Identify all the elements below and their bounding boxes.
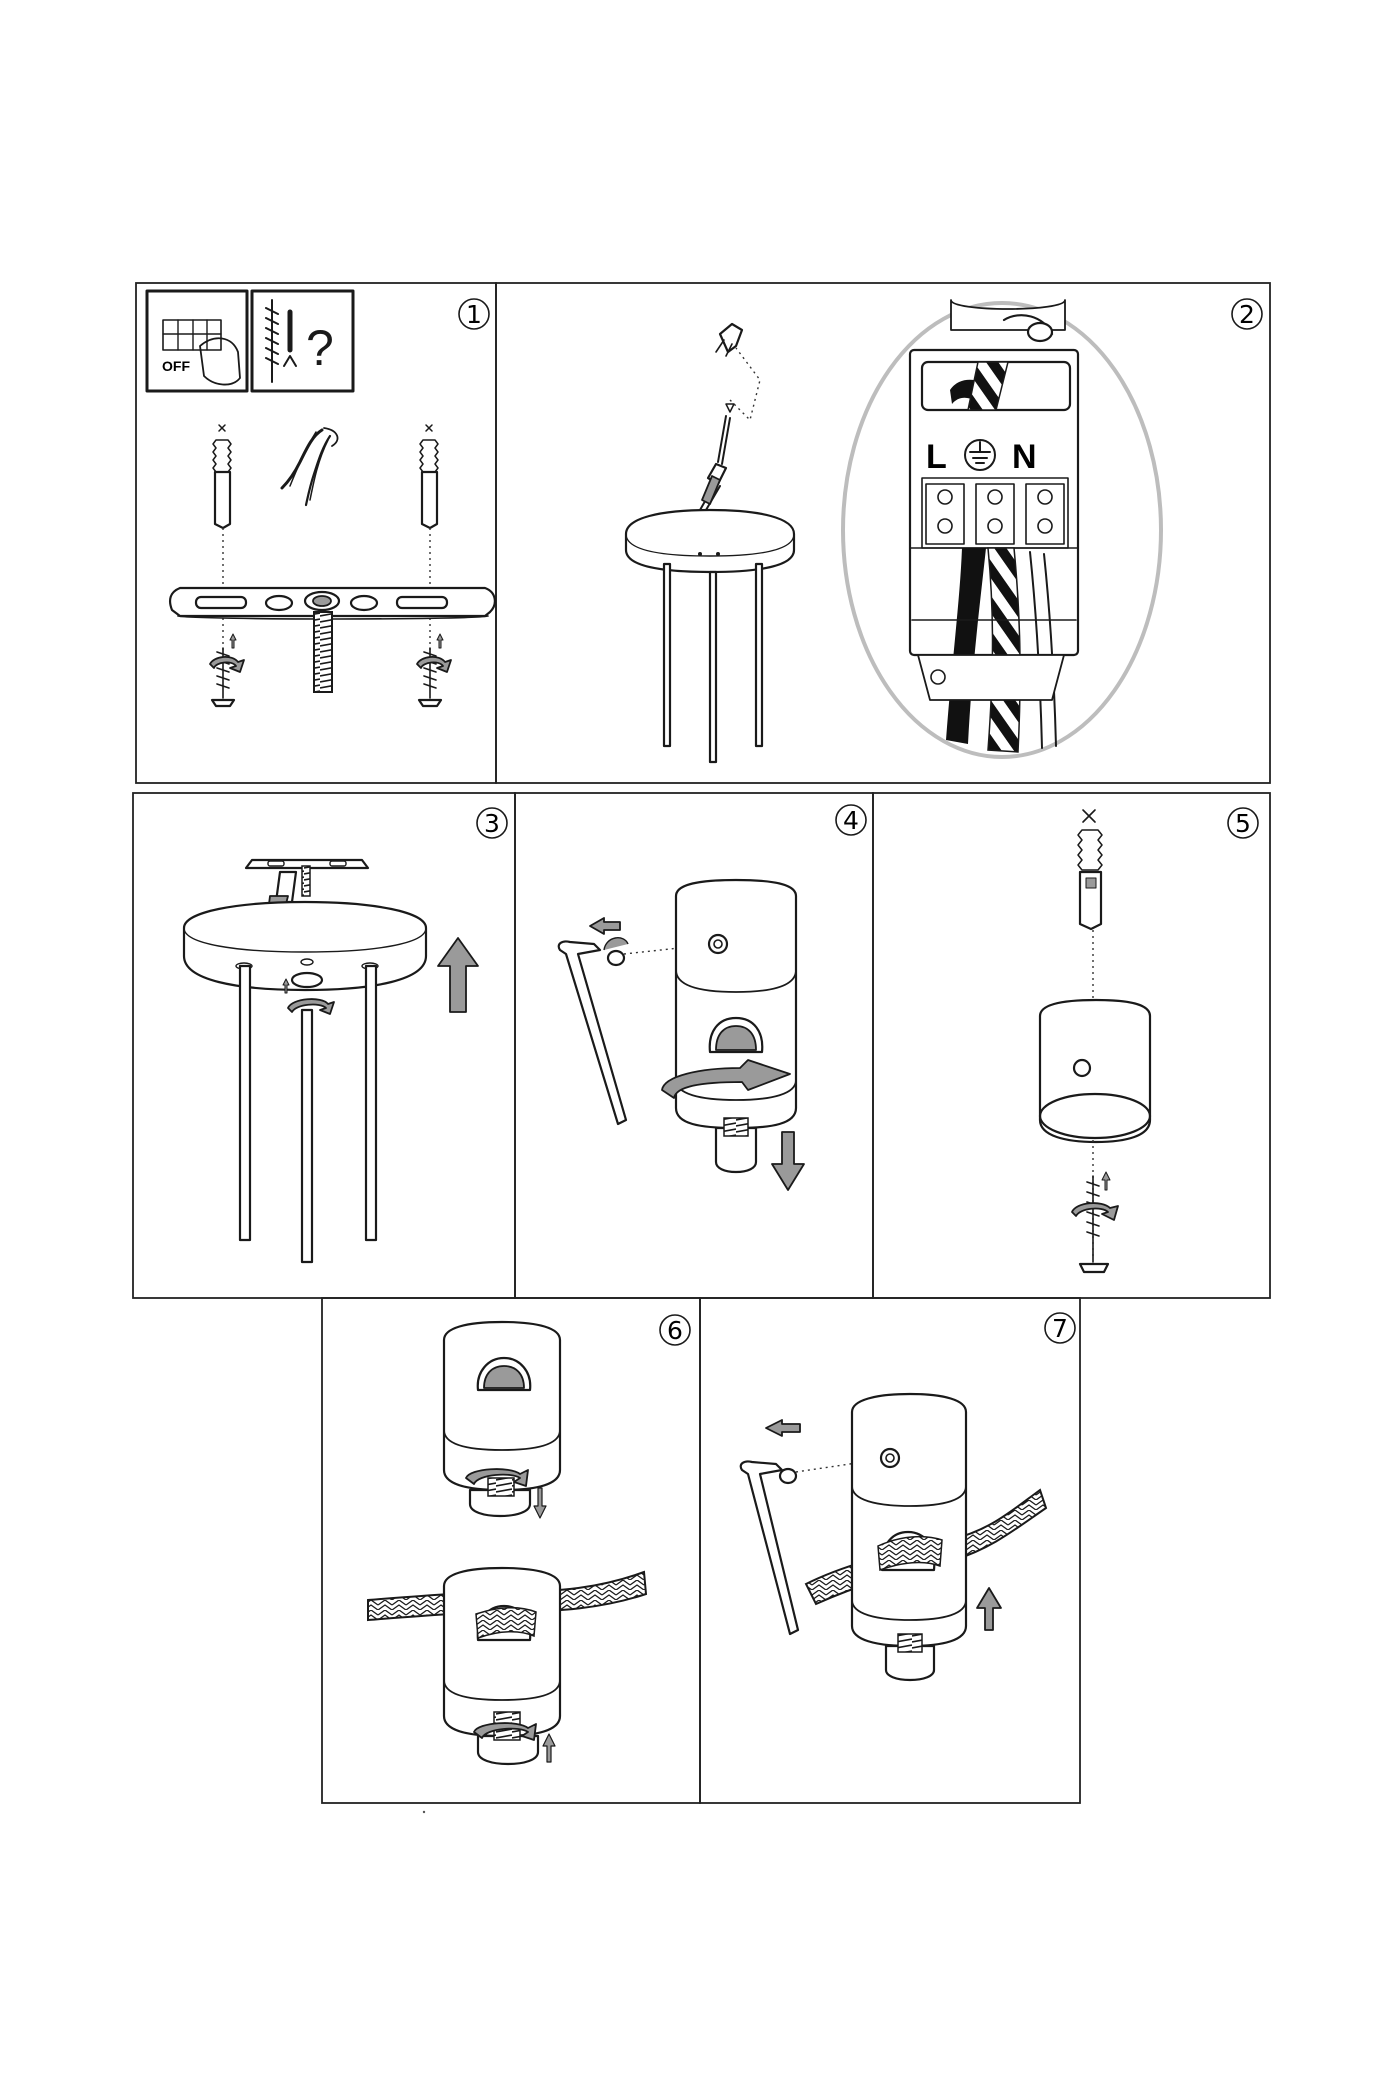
step-number-4 <box>836 805 866 835</box>
step-number-2 <box>1232 299 1262 329</box>
step-4-illustration <box>559 880 804 1190</box>
canopy <box>626 510 794 572</box>
terminal-label-live: L <box>926 438 947 476</box>
step-number-3 <box>477 808 507 838</box>
cable-grip-clamped <box>852 1394 966 1680</box>
step-7-illustration <box>741 1394 1046 1680</box>
step-number-text: 6 <box>667 1316 683 1345</box>
up-arrow-icon <box>977 1588 1001 1630</box>
step-1-illustration <box>147 291 495 706</box>
breaker-off-label: OFF <box>162 358 190 374</box>
cable-grip <box>676 880 796 1172</box>
power-cable <box>282 428 338 505</box>
terminal-block <box>910 300 1078 752</box>
down-arrow-icon <box>534 1488 546 1518</box>
wall-plug-right <box>420 425 438 528</box>
threaded-rod <box>314 612 332 692</box>
rotate-arrow-icon <box>1072 1203 1118 1220</box>
suspension-rods <box>664 564 762 762</box>
rotate-arrow-icon <box>604 938 628 950</box>
breaker-off-icon <box>147 291 247 391</box>
step-2-illustration <box>626 300 1161 762</box>
stray-mark <box>423 1811 425 1813</box>
cable-grip-open <box>444 1322 560 1518</box>
connector-cable <box>700 324 760 510</box>
step-5-illustration <box>1040 810 1150 1272</box>
terminal-label-neutral: N <box>1012 438 1037 476</box>
step-number-1 <box>459 299 489 329</box>
up-arrow-icon <box>543 1734 555 1762</box>
step-3-illustration <box>184 860 478 1262</box>
up-arrow-icon <box>438 938 478 1012</box>
step-6-illustration <box>368 1322 646 1764</box>
step-number-7 <box>1045 1313 1075 1343</box>
screw-left <box>210 634 244 706</box>
suspension-rods <box>240 966 376 1262</box>
step-number-text: 7 <box>1052 1314 1068 1343</box>
step-number-text: 5 <box>1235 809 1251 838</box>
wall-plug <box>1078 830 1102 929</box>
step-number-text: 4 <box>843 806 859 835</box>
wall-plug-left <box>213 425 231 528</box>
step-number-text: 2 <box>1239 300 1255 329</box>
down-arrow-icon <box>772 1132 804 1190</box>
screw-anchor-question-icon <box>252 291 353 391</box>
screw <box>1072 1172 1118 1272</box>
step-number-5 <box>1228 808 1258 838</box>
rotate-arrow-icon <box>210 657 244 672</box>
question-mark: ? <box>306 320 334 376</box>
cable-grip-closed <box>444 1568 560 1764</box>
step-number-6 <box>660 1315 690 1345</box>
rotate-arrow-icon <box>417 657 451 672</box>
allen-key-icon <box>741 1420 800 1634</box>
allen-key-icon <box>559 918 626 1124</box>
screw-right <box>417 634 451 706</box>
cable-grip-body <box>1040 1000 1150 1142</box>
step-number-text: 3 <box>484 809 500 838</box>
step-number-text: 1 <box>466 300 482 329</box>
